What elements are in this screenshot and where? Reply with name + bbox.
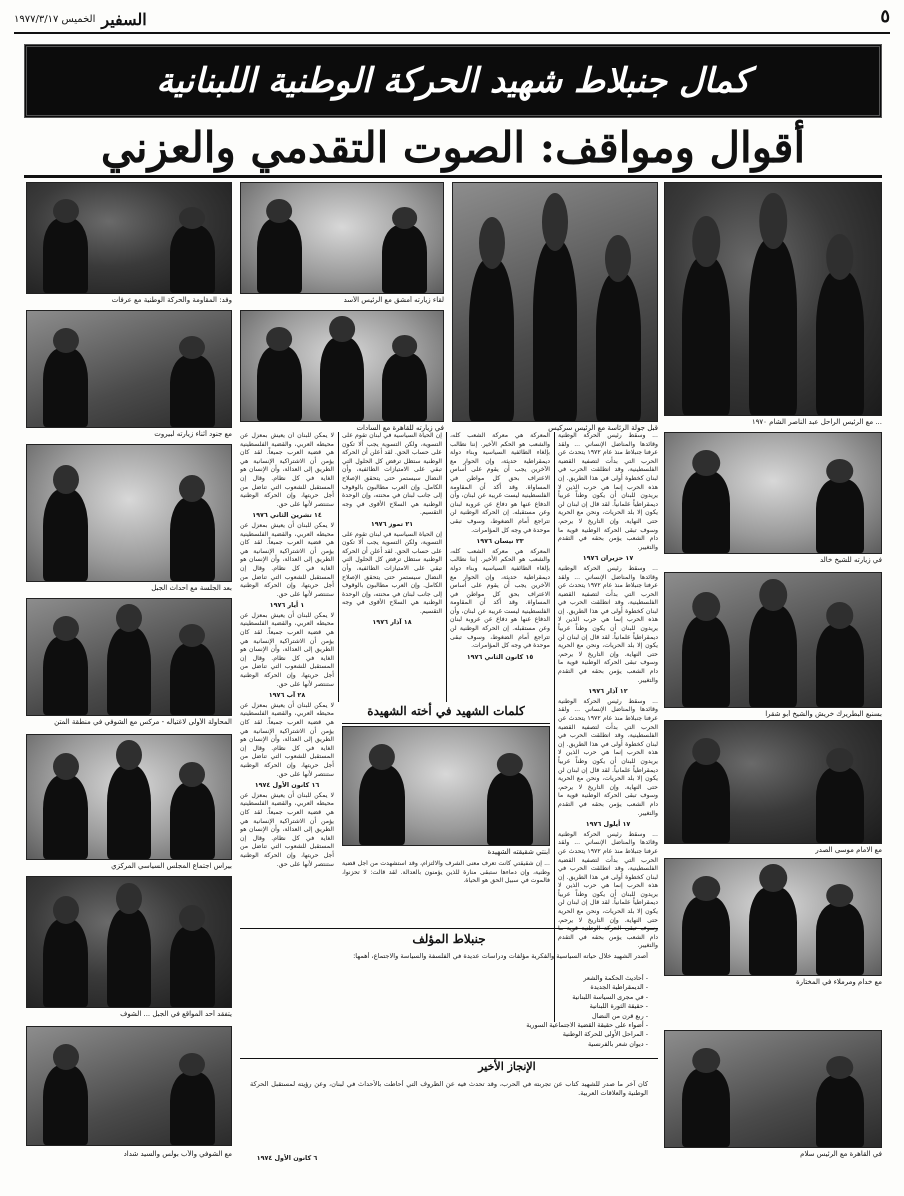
book-item: - أحاديث الحكمة والشعر xyxy=(583,974,648,982)
column-rule xyxy=(338,432,339,702)
photo-nasser xyxy=(664,182,882,416)
caption-sheikh-khaled: في زيارته للشيخ خالد xyxy=(820,556,882,564)
photo-patriarch xyxy=(664,572,882,708)
column-1-body-repeat: ... وسقط رئيس الحركة الوطنية وقائدها والمناضل الإنساني ... ولقد عرفنا جنبلاط منذ عام ١٩٧٢ يتحدث عن الحرب التي بدأت لتصفية القضية الفلسطينية، وقد انطلقت الحرب في لبنان كخطوة أولى في هذا الطريق. إن هذه الحرب إنما هي حرب الذين لا يريدون للبنان أن يكون وطناً عربياً ديمقراطياً علمانياً. لقد قال إن لبنان لن يكون إلا بلد الحريات، ونحن مع الحرية حتى النهاية. وإن التاريخ لا يرحم، وسوف تبقى الحركة الوطنية قوية ما دام الشعب يؤمن بحقه في التقدم والتغيير. xyxy=(558,697,658,817)
text-column-2 xyxy=(450,432,550,702)
book-item: - الديمقراطية الجديدة xyxy=(590,983,648,992)
caption-sadat: في زيارته للقاهرة مع السادات xyxy=(356,424,444,432)
banner xyxy=(24,44,882,118)
photo-assad xyxy=(240,182,444,294)
caption-beirut: مع جنود أثناء زيارته لبيروت xyxy=(154,430,232,438)
column-1-body-repeat: ... وسقط رئيس الحركة الوطنية وقائدها والمناضل الإنساني ... ولقد عرفنا جنبلاط منذ عام ١٩٧٢ يتحدث عن الحرب التي بدأت لتصفية القضية الفلسطينية، وقد انطلقت الحرب في لبنان كخطوة أولى في هذا الطريق. إن هذه الحرب إنما هي حرب الذين لا يريدون للبنان أن يكون وطناً عربياً ديمقراطياً علمانياً. لقد قال إن لبنان لن يكون إلا بلد الحريات، ونحن مع الحرية حتى النهاية. وإن التاريخ لا يرحم، دام الشعب يؤمن بحقه في التقدم والتغيير. xyxy=(558,830,658,950)
caption-patriarch: بسنبع البطريرك خريش والشيخ أبو شقرا xyxy=(765,710,882,718)
photo-shouf-priest xyxy=(26,1026,232,1146)
caption-salam: في القاهرة مع الرئيس سلام xyxy=(800,1150,882,1158)
caption-first-attempt: المحاولة الأولى لاغتياله - مركس مع الشوفي في منطقة المتن xyxy=(54,718,232,726)
column-3-date: ٢١ تموز ١٩٧٦ xyxy=(370,519,414,528)
column-2-date: ١٥ كانون الثاني ١٩٧٦ xyxy=(466,652,534,661)
book-item: - أضواء على حقيقة القضية الاجتماعية السورية xyxy=(526,1021,648,1030)
column-1-date: ١٧ أيلول ١٩٧٦ xyxy=(585,820,631,829)
caption-arafat: وفد: المقاومة والحركة الوطنية مع عرفات xyxy=(111,296,232,304)
caption-sarkis: قبل جولة الرئاسة مع الرئيس سركيس xyxy=(548,424,658,432)
column-4-date: ١٦ كانون الأول ١٩٧٤ xyxy=(254,781,320,790)
column-1-date: ١٧ حزيران ١٩٧٦ xyxy=(582,554,634,563)
author-box-intro xyxy=(250,952,648,972)
column-2-body: المعركة هي معركة الشعب كله، والشعب هو الحكم الأخير. إننا نطالب بإلغاء الطائفية السياسية وبناء دولة ديمقراطية حديثة، وإن الحوار مع الآخرين يجب أن يقوم على أساس الاعتراف بحق كل مواطن في المساواة. وقد أكد أن المقاومة الفلسطينية ليست غريبة عن لبنان، وأن الدفاع عنها هو دفاع عن عروبة لبنان وعن مستقبله. إن الحركة الوطنية لن تتراجع أمام الضغوط، وسوف تبقى موحدة في وجه كل المؤامرات. xyxy=(450,432,550,534)
column-4-footer xyxy=(240,1152,334,1172)
caption-mountain: بعد الجلسة مع أحداث الجبل xyxy=(151,584,232,592)
column-4-date: ٦ كانون الأول ١٩٧٤ xyxy=(256,1154,318,1162)
photo-chouf xyxy=(26,876,232,1008)
box-divider xyxy=(240,928,658,929)
masthead-name: السفير xyxy=(101,10,147,29)
book-item: - المراحل الأولى للحركة الوطنية xyxy=(562,1030,648,1039)
column-4-date: ١٤ تشرين الثاني ١٩٧٦ xyxy=(252,511,322,520)
book-item: - حقيقة الثورة اللبنانية xyxy=(589,1002,648,1011)
box-divider xyxy=(240,1058,658,1059)
column-4-date: ١ أيار ١٩٧٦ xyxy=(269,601,305,610)
photo-council xyxy=(26,734,232,860)
author-intro-text: أصدر الشهيد خلال حياته السياسية والفكرية مؤلفات ودراسات عديدة في الفلسفة والسياسة والاجتماع، أهمها: xyxy=(353,952,648,960)
photo-sadat xyxy=(240,310,444,422)
caption-council: بيراس اجتماع المجلس السياسي المركزي xyxy=(111,862,232,870)
caption-chouf: يتفقد أحد المواقع في الجبل ... الشوف xyxy=(120,1010,232,1018)
photo-salam xyxy=(664,1030,882,1148)
column-3-body: إن الحياة السياسية في لبنان تقوم على التسوية، ولكن التسوية يجب ألا تكون على حساب الحق. لقد أعلن أن الحركة الوطنية ستظل ترفض كل الحلول التي تبقي على الامتيازات الطائفية، وأن النضال سيستمر حتى يتحقق الإصلاح الكامل. وإن العرب مطالبون بالوقوف إلى جانب لبنان في محنته، وإن الوحدة الوطنية هي السلاح الأقوى في وجه التقسيم. xyxy=(342,432,442,517)
caption-assad: لقاء زيارته أمشق مع الرئيس الأسد xyxy=(343,296,444,304)
photo-arafat xyxy=(26,182,232,294)
caption-sister: ابنتي شقيقته الشهيدة xyxy=(487,848,550,856)
photo-sarkis xyxy=(452,182,658,422)
photo-mukhtara xyxy=(664,858,882,976)
page-number: ٥ xyxy=(880,6,890,27)
column-1-date: ١٢ آذار ١٩٧٦ xyxy=(588,687,628,696)
issue-date: الخميس ١٩٧٧/٣/١٧ xyxy=(14,14,96,25)
last-work-text: كان آخر ما صدر للشهيد كتاب عن تجربته في الحرب، وقد تحدث فيه عن الظروف التي أحاطت بالأحداث في لبنان، وعن رؤيته لمستقبل الحركة الوطنية والعلاقات العربية. xyxy=(250,1080,648,1097)
headline xyxy=(24,120,882,178)
caption-musa-sadr: مع الامام موسى الصدر xyxy=(815,846,882,854)
sister-box-body xyxy=(342,860,550,924)
caption-nasser: ... مع الرئيس الراحل عبد الناصر الشام ١٩٧٠ xyxy=(751,418,882,426)
column-rule xyxy=(446,432,447,702)
column-2-date: ٢٣ نيسان ١٩٧٦ xyxy=(476,537,524,546)
photo-sister xyxy=(342,726,550,846)
top-bar xyxy=(14,4,890,34)
column-1-body-repeat: ... وسقط رئيس الحركة الوطنية وقائدها والمناضل الإنساني ... ولقد عرفنا جنبلاط منذ عام ١٩٧٢ يتحدث عن الحرب التي بدأت لتصفية القضية الفلسطينية، وقد انطلقت الحرب في لبنان كخطوة أولى في هذا الطريق. إن هذه الحرب إنما هي حرب الذين لا يريدون للبنان أن يكون وطناً عربياً ديمقراطياً علمانياً. لقد قال إن لبنان لن يكون إلا بلد الحريات، ونحن مع الحرية حتى النهاية. وإن التاريخ لا يرحم، وسوف تبقى الحركة الوطنية قوية ما دام الشعب يؤمن بحقه في التقدم والتغيير. xyxy=(558,564,658,684)
column-4-date: ٢٨ آب ١٩٧٦ xyxy=(268,691,306,700)
book-item: - ديوان شعر بالفرنسية xyxy=(587,1039,648,1048)
photo-beirut xyxy=(26,310,232,428)
column-4-body-repeat: لا يمكن للبنان أن يعيش بمعزل عن محيطه العربي، والقضية الفلسطينية هي قضية العرب جميعاً. لقد كان يؤمن أن الاشتراكية الإنسانية هي الطريق إلى العدالة، وأن الإنسان هو الغاية في كل نظام. وقال إن المستقبل للشعوب التي تناضل من أجل حريتها، وإن الحركة الوطنية ستنتصر لأنها على حق. xyxy=(240,611,334,688)
author-box-title: جنبلاط المؤلف xyxy=(412,932,486,946)
photo-musa-sadr xyxy=(664,720,882,844)
author-books-list xyxy=(250,974,648,1054)
text-column-3 xyxy=(342,432,442,702)
banner-title: كمال جنبلاط شهيد الحركة الوطنية اللبنانية xyxy=(156,61,750,101)
column-4-body-repeat: لا يمكن للبنان أن يعيش بمعزل عن محيطه العربي، والقضية الفلسطينية هي قضية العرب جميعاً. لقد كان يؤمن أن الاشتراكية الإنسانية هي الطريق إلى العدالة، وأن الإنسان هو الغاية في كل نظام. وقال إن المستقبل للشعوب التي تناضل من أجل حريتها، وإن الحركة الوطنية ستنتصر لأنها على حق. xyxy=(240,791,334,868)
headline-title: أقوال ومواقف: الصوت التقدمي والعزني xyxy=(100,123,806,172)
last-work-body xyxy=(250,1080,648,1150)
photo-mountain xyxy=(26,444,232,582)
sister-box-title: كلمات الشهيد في أخته الشهيدة xyxy=(342,704,550,724)
caption-shouf-priest: مع الشوفي والأب بولس والسيد شداد xyxy=(123,1150,232,1158)
column-3-body-repeat: إن الحياة السياسية في لبنان تقوم على التسوية، ولكن التسوية يجب ألا تكون على حساب الحق. لقد أعلن أن الحركة الوطنية ستظل ترفض كل الحلول التي تبقي على الامتيازات الطائفية، وأن النضال سيستمر حتى يتحقق الإصلاح الكامل. وإن العرب مطالبون بالوقوف إلى جانب لبنان في محنته، وإن الوحدة الوطنية هي السلاح الأقوى في وجه التقسيم. xyxy=(342,530,442,615)
photo-first-attempt xyxy=(26,598,232,716)
column-4-body-repeat: لا يمكن للبنان أن يعيش بمعزل عن محيطه العربي، والقضية الفلسطينية هي قضية العرب جميعاً. لقد كان يؤمن أن الاشتراكية الإنسانية هي الطريق إلى العدالة، وأن الإنسان هو الغاية في كل نظام. وقال إن المستقبل للشعوب التي تناضل من أجل حريتها، وإن الحركة الوطنية ستنتصر لأنها على حق. xyxy=(240,521,334,598)
book-item: - ربع قرن من النضال xyxy=(591,1011,648,1020)
last-work-title: الإنجاز الأخير xyxy=(478,1060,536,1073)
masthead xyxy=(14,10,147,29)
caption-mukhtara: مع خدام ومرملاء في المختارة xyxy=(796,978,882,986)
sister-box-text: ... إن شقيقتي كانت تعرف معنى الشرف والالتزام، وقد استشهدت من أجل قضية وطنية، وإن دماءها ستبقى منارة للذين يؤمنون بالعدالة. لقد قالت: لا تحزنوا، فالموت في سبيل الحق هو الحياة. xyxy=(342,860,550,885)
column-4-body: لا يمكن للبنان أن يعيش بمعزل عن محيطه العربي، والقضية الفلسطينية هي قضية العرب جميعاً. لقد كان يؤمن أن الاشتراكية الإنسانية هي الطريق إلى العدالة، وأن الإنسان هو الغاية في كل نظام. وقال إن المستقبل للشعوب التي تناضل من أجل حريتها، وإن الحركة الوطنية ستنتصر لأنها على حق. xyxy=(240,432,334,508)
book-item: - في مجرى السياسة اللبنانية xyxy=(572,992,648,1001)
column-3-date: ١٨ آذار ١٩٧٦ xyxy=(372,618,412,627)
column-2-body-repeat: المعركة هي معركة الشعب كله، والشعب هو الحكم الأخير. إننا نطالب بإلغاء الطائفية السياسية وبناء دولة ديمقراطية حديثة، وإن الحوار مع الآخرين يجب أن يقوم على أساس الاعتراف بحق كل مواطن في المساواة. وقد أكد أن المقاومة الفلسطينية ليست غريبة عن لبنان، وأن الدفاع عنها هو دفاع عن عروبة لبنان وعن مستقبله. إن الحركة الوطنية لن تتراجع أمام الضغوط، وسوف تبقى موحدة في وجه كل المؤامرات. xyxy=(450,547,550,650)
column-4-body-repeat: لا يمكن للبنان أن يعيش بمعزل عن محيطه العربي، والقضية الفلسطينية هي قضية العرب جميعاً. لقد كان يؤمن أن الاشتراكية الإنسانية هي الطريق إلى العدالة، وأن الإنسان هو الغاية في كل نظام. وقال إن المستقبل للشعوب التي تناضل من أجل حريتها، وإن الحركة الوطنية ستنتصر لأنها على حق. xyxy=(240,701,334,778)
column-1-body: ... وسقط رئيس الحركة الوطنية وقائدها والمناضل الإنساني ... ولقد عرفنا جنبلاط منذ عام ١٩٧٢ يتحدث عن الحرب التي بدأت لتصفية القضية الفلسطينية، وقد انطلقت الحرب في لبنان كخطوة أولى في هذا الطريق. إن هذه الحرب إنما هي حرب الذين لا يريدون للبنان أن يكون وطناً عربياً ديمقراطياً علمانياً. لقد قال إن لبنان لن يكون إلا بلد الحريات، ونحن مع الحرية حتى النهاية. وإن التاريخ لا يرحم، وسوف تبقى الحركة الوطنية قوية ما دام الشعب يؤمن بحقه في التقدم والتغيير. xyxy=(558,432,658,551)
photo-sheikh-khaled xyxy=(664,432,882,554)
